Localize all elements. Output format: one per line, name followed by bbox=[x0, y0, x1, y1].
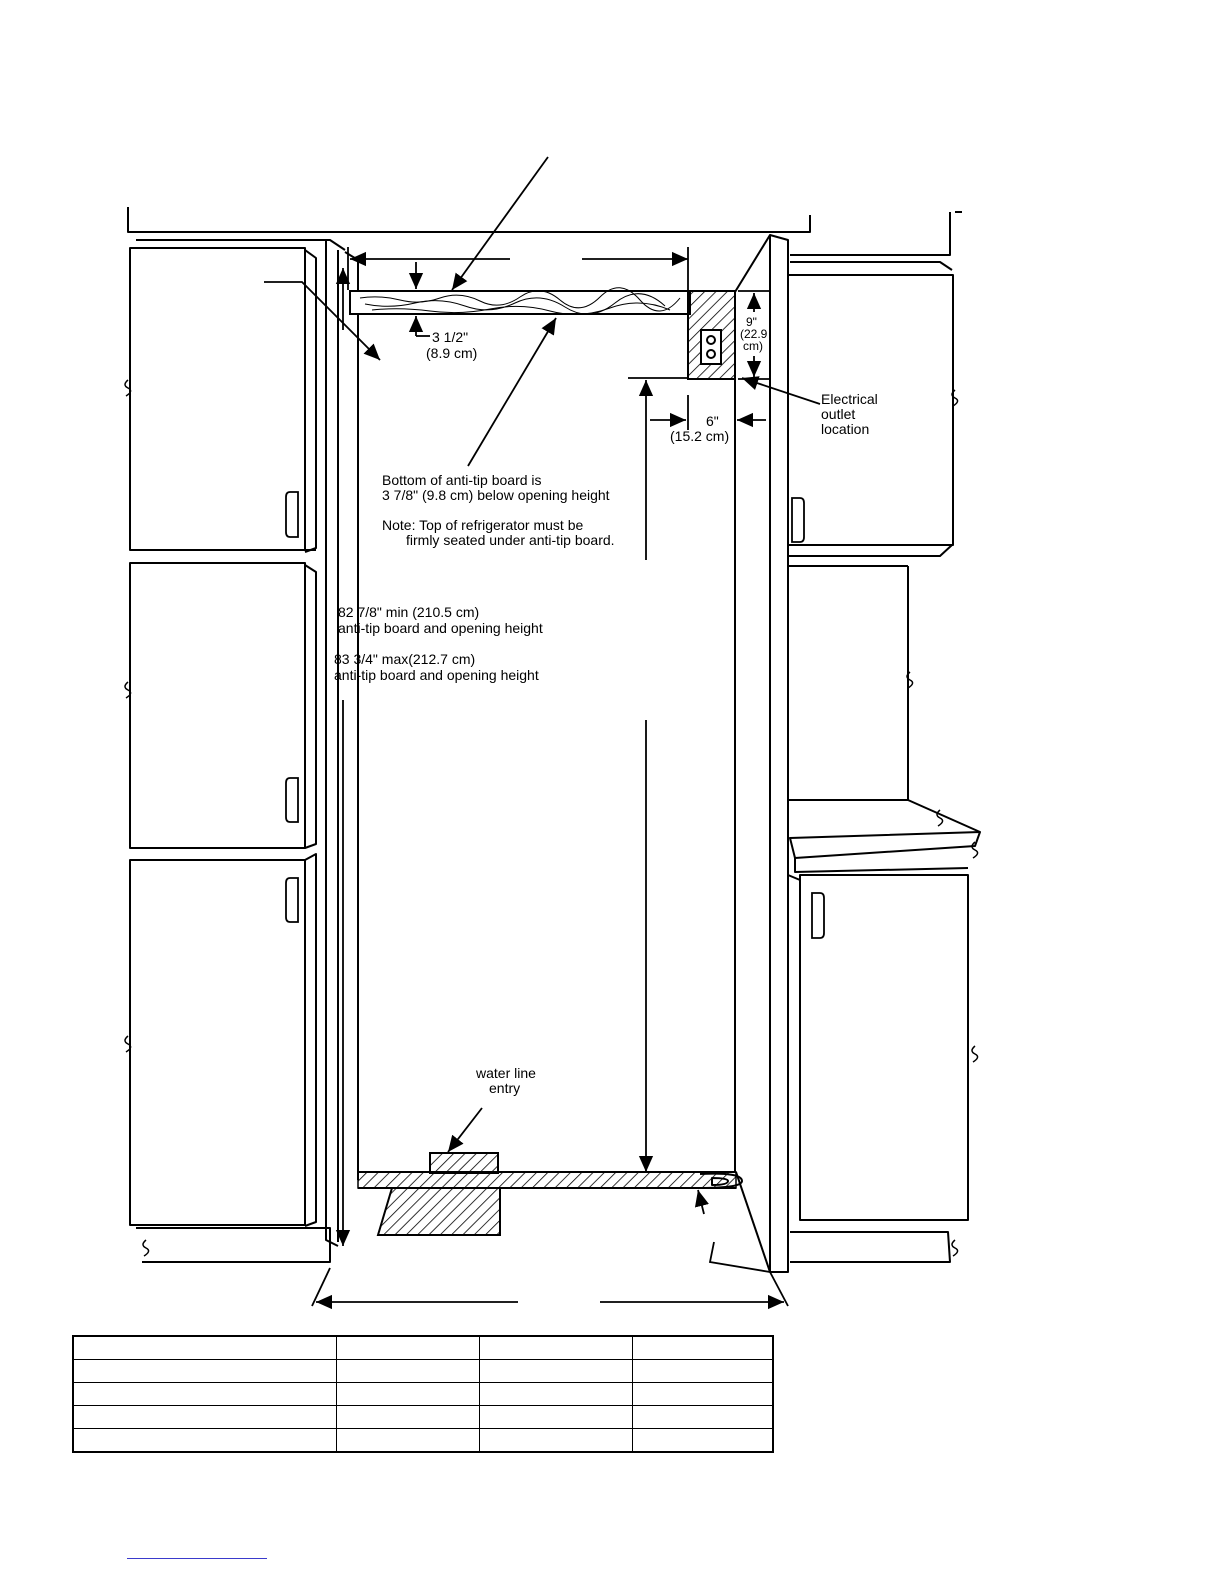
electrical-outlet-pointer bbox=[742, 378, 820, 404]
cabinet-handles bbox=[286, 492, 824, 938]
table-row bbox=[73, 1336, 773, 1360]
table-cell bbox=[73, 1360, 336, 1383]
outlet-height-cm-label-1: (22.9 bbox=[740, 327, 768, 341]
anti-tip-pointer-bottom bbox=[468, 318, 556, 466]
anti-tip-thickness-cm-label: (8.9 cm) bbox=[426, 345, 478, 361]
right-countertop bbox=[790, 832, 980, 872]
table-cell bbox=[479, 1383, 632, 1406]
outlet-height-cm-label-2: cm) bbox=[743, 339, 763, 353]
water-line-label-1: water line bbox=[476, 1065, 536, 1081]
top-note-line-2: firmly seated under anti-tip board. bbox=[406, 532, 615, 548]
right-upper-cabinet bbox=[788, 275, 953, 556]
table-cell bbox=[632, 1406, 773, 1429]
table-cell bbox=[479, 1360, 632, 1383]
left-end-panel bbox=[326, 240, 358, 1246]
electrical-outlet-label-3: location bbox=[821, 421, 870, 437]
table-cell bbox=[632, 1336, 773, 1360]
ceiling-soffit bbox=[128, 207, 962, 270]
table-cell bbox=[632, 1429, 773, 1453]
table-row bbox=[73, 1383, 773, 1406]
left-lower-cabinet bbox=[130, 854, 330, 1262]
anti-tip-board bbox=[350, 288, 690, 315]
water-line-pointer bbox=[448, 1108, 482, 1152]
electrical-outlet-label-1: Electrical bbox=[821, 391, 878, 407]
anti-tip-pointer-top bbox=[452, 157, 548, 290]
table-cell bbox=[632, 1360, 773, 1383]
electrical-outlet-zone bbox=[688, 291, 735, 379]
opening-width-dimension-top bbox=[348, 247, 688, 290]
right-lower-cabinet bbox=[788, 875, 968, 1262]
table-row bbox=[73, 1406, 773, 1429]
table-cell bbox=[73, 1429, 336, 1453]
anti-tip-thickness-label: 3 1/2" bbox=[432, 329, 469, 345]
table-cell bbox=[73, 1406, 336, 1429]
table-cell bbox=[479, 1429, 632, 1453]
top-note-line-1: Note: Top of refrigerator must be bbox=[382, 517, 584, 533]
left-middle-cabinet bbox=[130, 563, 316, 848]
water-line-zone bbox=[358, 1153, 736, 1235]
min-height-line-2: anti-tip board and opening height bbox=[338, 620, 543, 636]
specification-table bbox=[72, 1335, 774, 1453]
right-backsplash bbox=[788, 566, 980, 832]
table-cell bbox=[336, 1383, 479, 1406]
outlet-offset-label: 6" bbox=[706, 413, 719, 429]
left-upper-cabinet bbox=[130, 248, 316, 552]
table-row bbox=[73, 1360, 773, 1383]
electrical-outlet-label-2: outlet bbox=[821, 406, 856, 422]
floor-depth-pointer bbox=[698, 1190, 704, 1214]
table-cell bbox=[336, 1336, 479, 1360]
table-cell bbox=[73, 1383, 336, 1406]
max-height-line-1: 83 3/4" max(212.7 cm) bbox=[334, 651, 476, 667]
table-row bbox=[73, 1429, 773, 1453]
table-cell bbox=[479, 1336, 632, 1360]
max-height-line-2: anti-tip board and opening height bbox=[334, 667, 539, 683]
opening-height-dimension bbox=[628, 378, 688, 1172]
table-cell bbox=[336, 1429, 479, 1453]
footer-link-underline[interactable] bbox=[127, 1556, 267, 1559]
outlet-height-label: 9" bbox=[746, 315, 757, 329]
water-line-label-2: entry bbox=[489, 1080, 521, 1096]
table-cell bbox=[336, 1360, 479, 1383]
anti-tip-note-line-1: Bottom of anti-tip board is bbox=[382, 472, 542, 488]
min-height-line-1: 82 7/8" min (210.5 cm) bbox=[338, 604, 480, 620]
table-cell bbox=[73, 1336, 336, 1360]
table-cell bbox=[632, 1383, 773, 1406]
break-marks bbox=[125, 380, 978, 1256]
table-cell bbox=[336, 1406, 479, 1429]
table-cell bbox=[479, 1406, 632, 1429]
opening-width-dimension-bottom bbox=[312, 1268, 788, 1306]
anti-tip-note-line-2: 3 7/8" (9.8 cm) below opening height bbox=[382, 487, 610, 503]
outlet-offset-cm-label: (15.2 cm) bbox=[670, 428, 730, 444]
specification-table-body bbox=[73, 1336, 773, 1452]
